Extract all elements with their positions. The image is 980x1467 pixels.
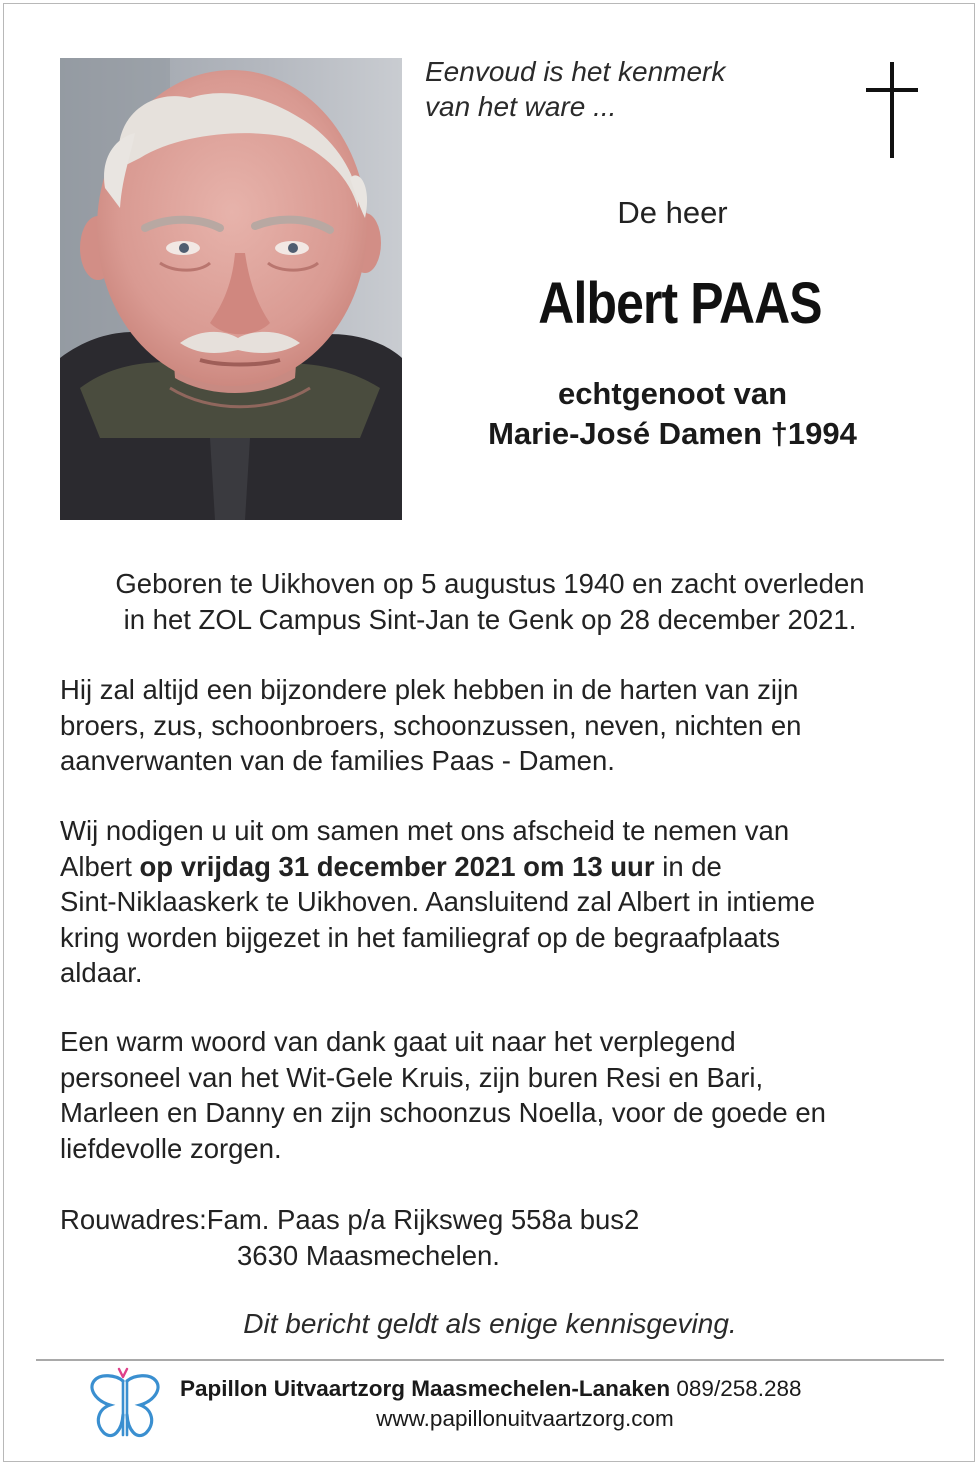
text-line: broers, zus, schoonbroers, schoonzussen, neven, nichten en — [60, 709, 802, 741]
notice-text: Dit bericht geldt als enige kennisgeving. — [243, 1308, 737, 1339]
text-line: personeel van het Wit-Gele Kruis, zijn buren Resi en Bari, — [60, 1061, 764, 1093]
funeral-invitation-paragraph — [60, 813, 930, 991]
service-datetime: op vrijdag 31 december 2021 om 13 uur — [139, 850, 655, 882]
text-line: Wij nodigen u uit om samen met ons afscheid te nemen van — [60, 815, 790, 846]
text-line — [60, 849, 930, 885]
mourning-address — [60, 1202, 930, 1273]
title: De heer — [617, 195, 728, 230]
spouse-line: Marie-José Damen †1994 — [488, 416, 857, 451]
address-city: 3630 Maasmechelen. — [237, 1239, 500, 1271]
motto-line: Eenvoud is het kenmerk — [425, 56, 726, 87]
birth-death-paragraph — [50, 566, 930, 637]
text-line: aanverwanten van de families Paas - Damen. — [60, 745, 615, 776]
text-fragment: Albert — [60, 850, 140, 882]
text-line: Een warm woord van dank gaat uit naar het verplegend — [60, 1026, 736, 1057]
address-street: Fam. Paas p/a Rijksweg 558a bus2 — [206, 1204, 640, 1235]
thanks-paragraph — [60, 1024, 930, 1166]
text-line: kring worden bijgezet in het familiegraf op de begraafplaats — [60, 921, 781, 953]
text-fragment: in de — [654, 850, 722, 882]
deceased-name: Albert PAAS — [538, 271, 822, 336]
text-line — [60, 1202, 930, 1238]
text-line: Hij zal altijd een bijzondere plek hebben in de harten van zijn — [60, 674, 799, 705]
text-line: Geboren te Uikhoven op 5 augustus 1940 en zacht overleden — [115, 568, 865, 599]
butterfly-icon — [86, 1367, 164, 1445]
portrait-photo — [60, 58, 402, 520]
spouse-line: echtgenoot van — [557, 376, 788, 411]
website-link[interactable]: www.papillonuitvaartzorg.com — [376, 1406, 674, 1431]
footer-company-line — [180, 1376, 802, 1402]
motto — [425, 54, 725, 124]
text-line: aldaar. — [60, 957, 143, 988]
company-name: Papillon Uitvaartzorg Maasmechelen-Lanaken — [180, 1376, 671, 1401]
text-line: Marleen en Danny en zijn schoonzus Noella, voor de goede en — [60, 1097, 826, 1128]
divider — [36, 1359, 944, 1361]
cross-icon — [862, 62, 922, 160]
phone-number: 089/258.288 — [670, 1376, 802, 1401]
text-line: liefdevolle zorgen. — [60, 1132, 282, 1164]
motto-line: van het ware ... — [425, 91, 617, 122]
text-line: in het ZOL Campus Sint-Jan te Genk op 28 december 2021. — [123, 603, 857, 635]
address-label: Rouwadres: — [60, 1204, 207, 1235]
text-line: Sint-Niklaaskerk te Uikhoven. Aansluitend zal Albert in intieme — [60, 886, 816, 917]
family-paragraph — [60, 672, 930, 779]
spouse-info — [430, 374, 915, 454]
